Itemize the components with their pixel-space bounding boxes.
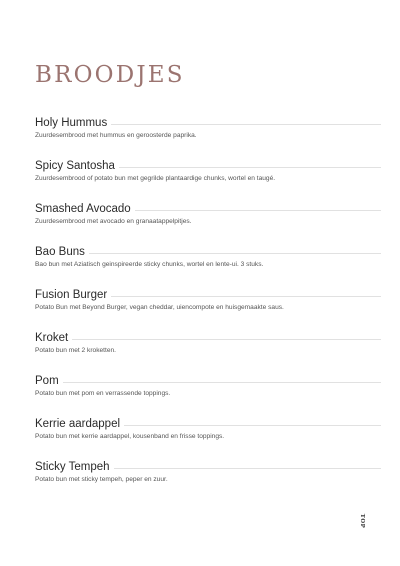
menu-item-description: Zuurdesembrood met hummus en geroosterde paprika. xyxy=(35,132,197,139)
menu-item-name: Spicy Santosha xyxy=(35,159,115,172)
back-to-top-link[interactable] xyxy=(357,512,367,530)
menu-item xyxy=(35,285,381,328)
menu-item-header xyxy=(35,113,381,129)
menu-item-name: Sticky Tempeh xyxy=(35,460,110,473)
menu-item-description: Potato bun met kerrie aardappel, kousenband en frisse toppings. xyxy=(35,433,225,440)
menu-item xyxy=(35,156,381,199)
menu-item-header xyxy=(35,371,381,387)
menu-item-header xyxy=(35,242,381,258)
menu-item-name: Fusion Burger xyxy=(35,288,108,301)
menu-item xyxy=(35,242,381,285)
menu-item xyxy=(35,199,381,242)
divider xyxy=(135,210,381,211)
menu-item-description: Potato bun met pom en verrassende toppings. xyxy=(35,390,171,397)
divider xyxy=(111,124,381,125)
menu-item-header xyxy=(35,457,381,473)
menu-list xyxy=(35,113,381,500)
menu-item-description: Potato bun met sticky tempeh, peper en zuur. xyxy=(35,476,168,483)
divider xyxy=(63,382,381,383)
divider xyxy=(89,253,381,254)
divider xyxy=(111,296,381,297)
menu-item-header xyxy=(35,199,381,215)
menu-item-description: Bao bun met Aziatisch geinspireerde sticky chunks, wortel en lente-ui. 3 stuks. xyxy=(35,261,264,268)
back-to-top-label: TOP xyxy=(359,513,365,529)
menu-item xyxy=(35,457,381,500)
menu-item-header xyxy=(35,156,381,172)
menu-item-description: Potato bun met 2 kroketten. xyxy=(35,347,117,354)
menu-item-name: Kroket xyxy=(35,331,69,344)
menu-item-name: Smashed Avocado xyxy=(35,202,131,215)
divider xyxy=(114,468,381,469)
divider xyxy=(124,425,381,426)
menu-item-header xyxy=(35,328,381,344)
divider xyxy=(72,339,381,340)
menu-item xyxy=(35,414,381,457)
page-title: BROODJES xyxy=(35,62,185,88)
menu-item-name: Kerrie aardappel xyxy=(35,417,121,430)
menu-item xyxy=(35,328,381,371)
menu-item-name: Bao Buns xyxy=(35,245,85,258)
menu-item-header xyxy=(35,285,381,301)
menu-item-header xyxy=(35,414,381,430)
menu-item-description: Zuurdesembrood met avocado en granaatappelpitjes. xyxy=(35,218,192,225)
menu-item xyxy=(35,371,381,414)
menu-item xyxy=(35,113,381,156)
menu-item-name: Pom xyxy=(35,374,59,387)
menu-item-description: Potato Bun met Beyond Burger, vegan cheddar, uiencompote en huisgemaakte saus. xyxy=(35,304,284,311)
menu-item-name: Holy Hummus xyxy=(35,116,108,129)
menu-item-description: Zuurdesembrood of potato bun met gegrilde plantaardige chunks, wortel en taugé. xyxy=(35,175,276,182)
divider xyxy=(119,167,381,168)
